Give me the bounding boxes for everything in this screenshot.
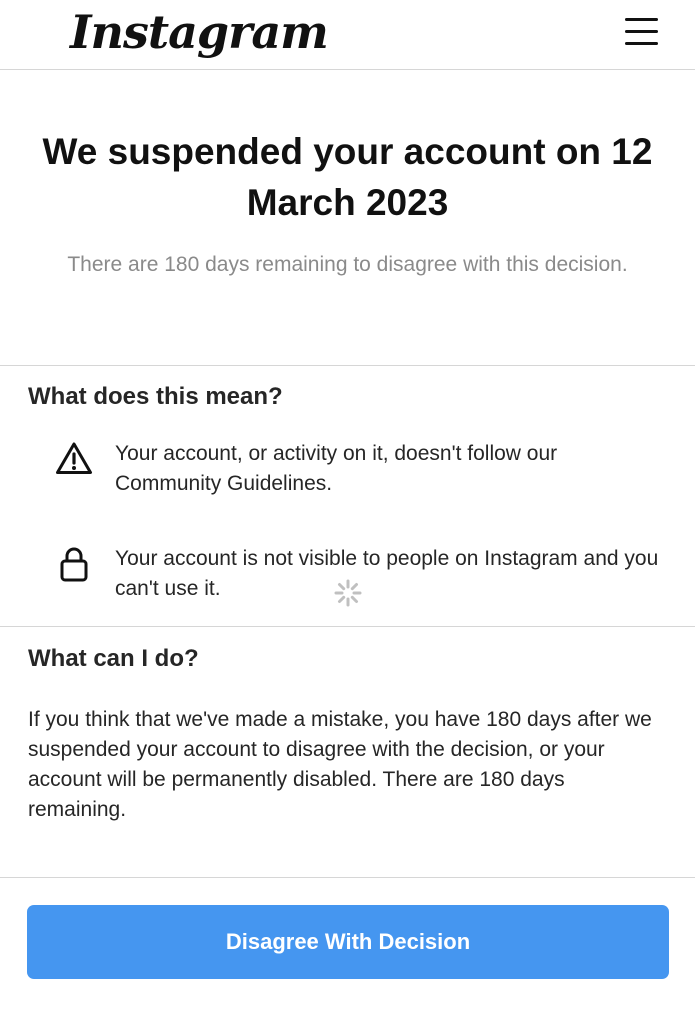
- meaning-heading: What does this mean?: [28, 383, 283, 410]
- what-can-i-do-body: If you think that we've made a mistake, you have 180 days after we suspended your account to disagree with the decision, or your account will be permanently disabled. There are 180 days remaining.: [28, 708, 652, 821]
- loading-spinner-icon: [333, 578, 363, 608]
- remaining-days-subtitle: There are 180 days remaining to disagree with this decision.: [67, 253, 628, 276]
- top-header: [0, 0, 695, 70]
- page-title: We suspended your account on 12 March 2023: [42, 131, 653, 223]
- instagram-logo[interactable]: Instagram: [70, 5, 328, 59]
- menu-bar-bottom: [625, 42, 658, 45]
- suspension-notice: [0, 70, 695, 366]
- warning-triangle-icon: [54, 439, 94, 479]
- lock-icon: [54, 544, 94, 584]
- menu-bar-top: [625, 18, 658, 21]
- disagree-with-decision-button[interactable]: Disagree With Decision: [27, 905, 669, 979]
- guidelines-text: Your account, or activity on it, doesn't follow our Community Guidelines.: [115, 442, 558, 495]
- what-can-i-do-heading: What can I do?: [28, 645, 199, 672]
- visibility-text: Your account is not visible to people on Instagram and you can't use it.: [115, 547, 659, 600]
- hamburger-menu-icon[interactable]: [622, 15, 662, 49]
- what-can-i-do-section: [0, 627, 695, 878]
- menu-bar-middle: [625, 30, 658, 33]
